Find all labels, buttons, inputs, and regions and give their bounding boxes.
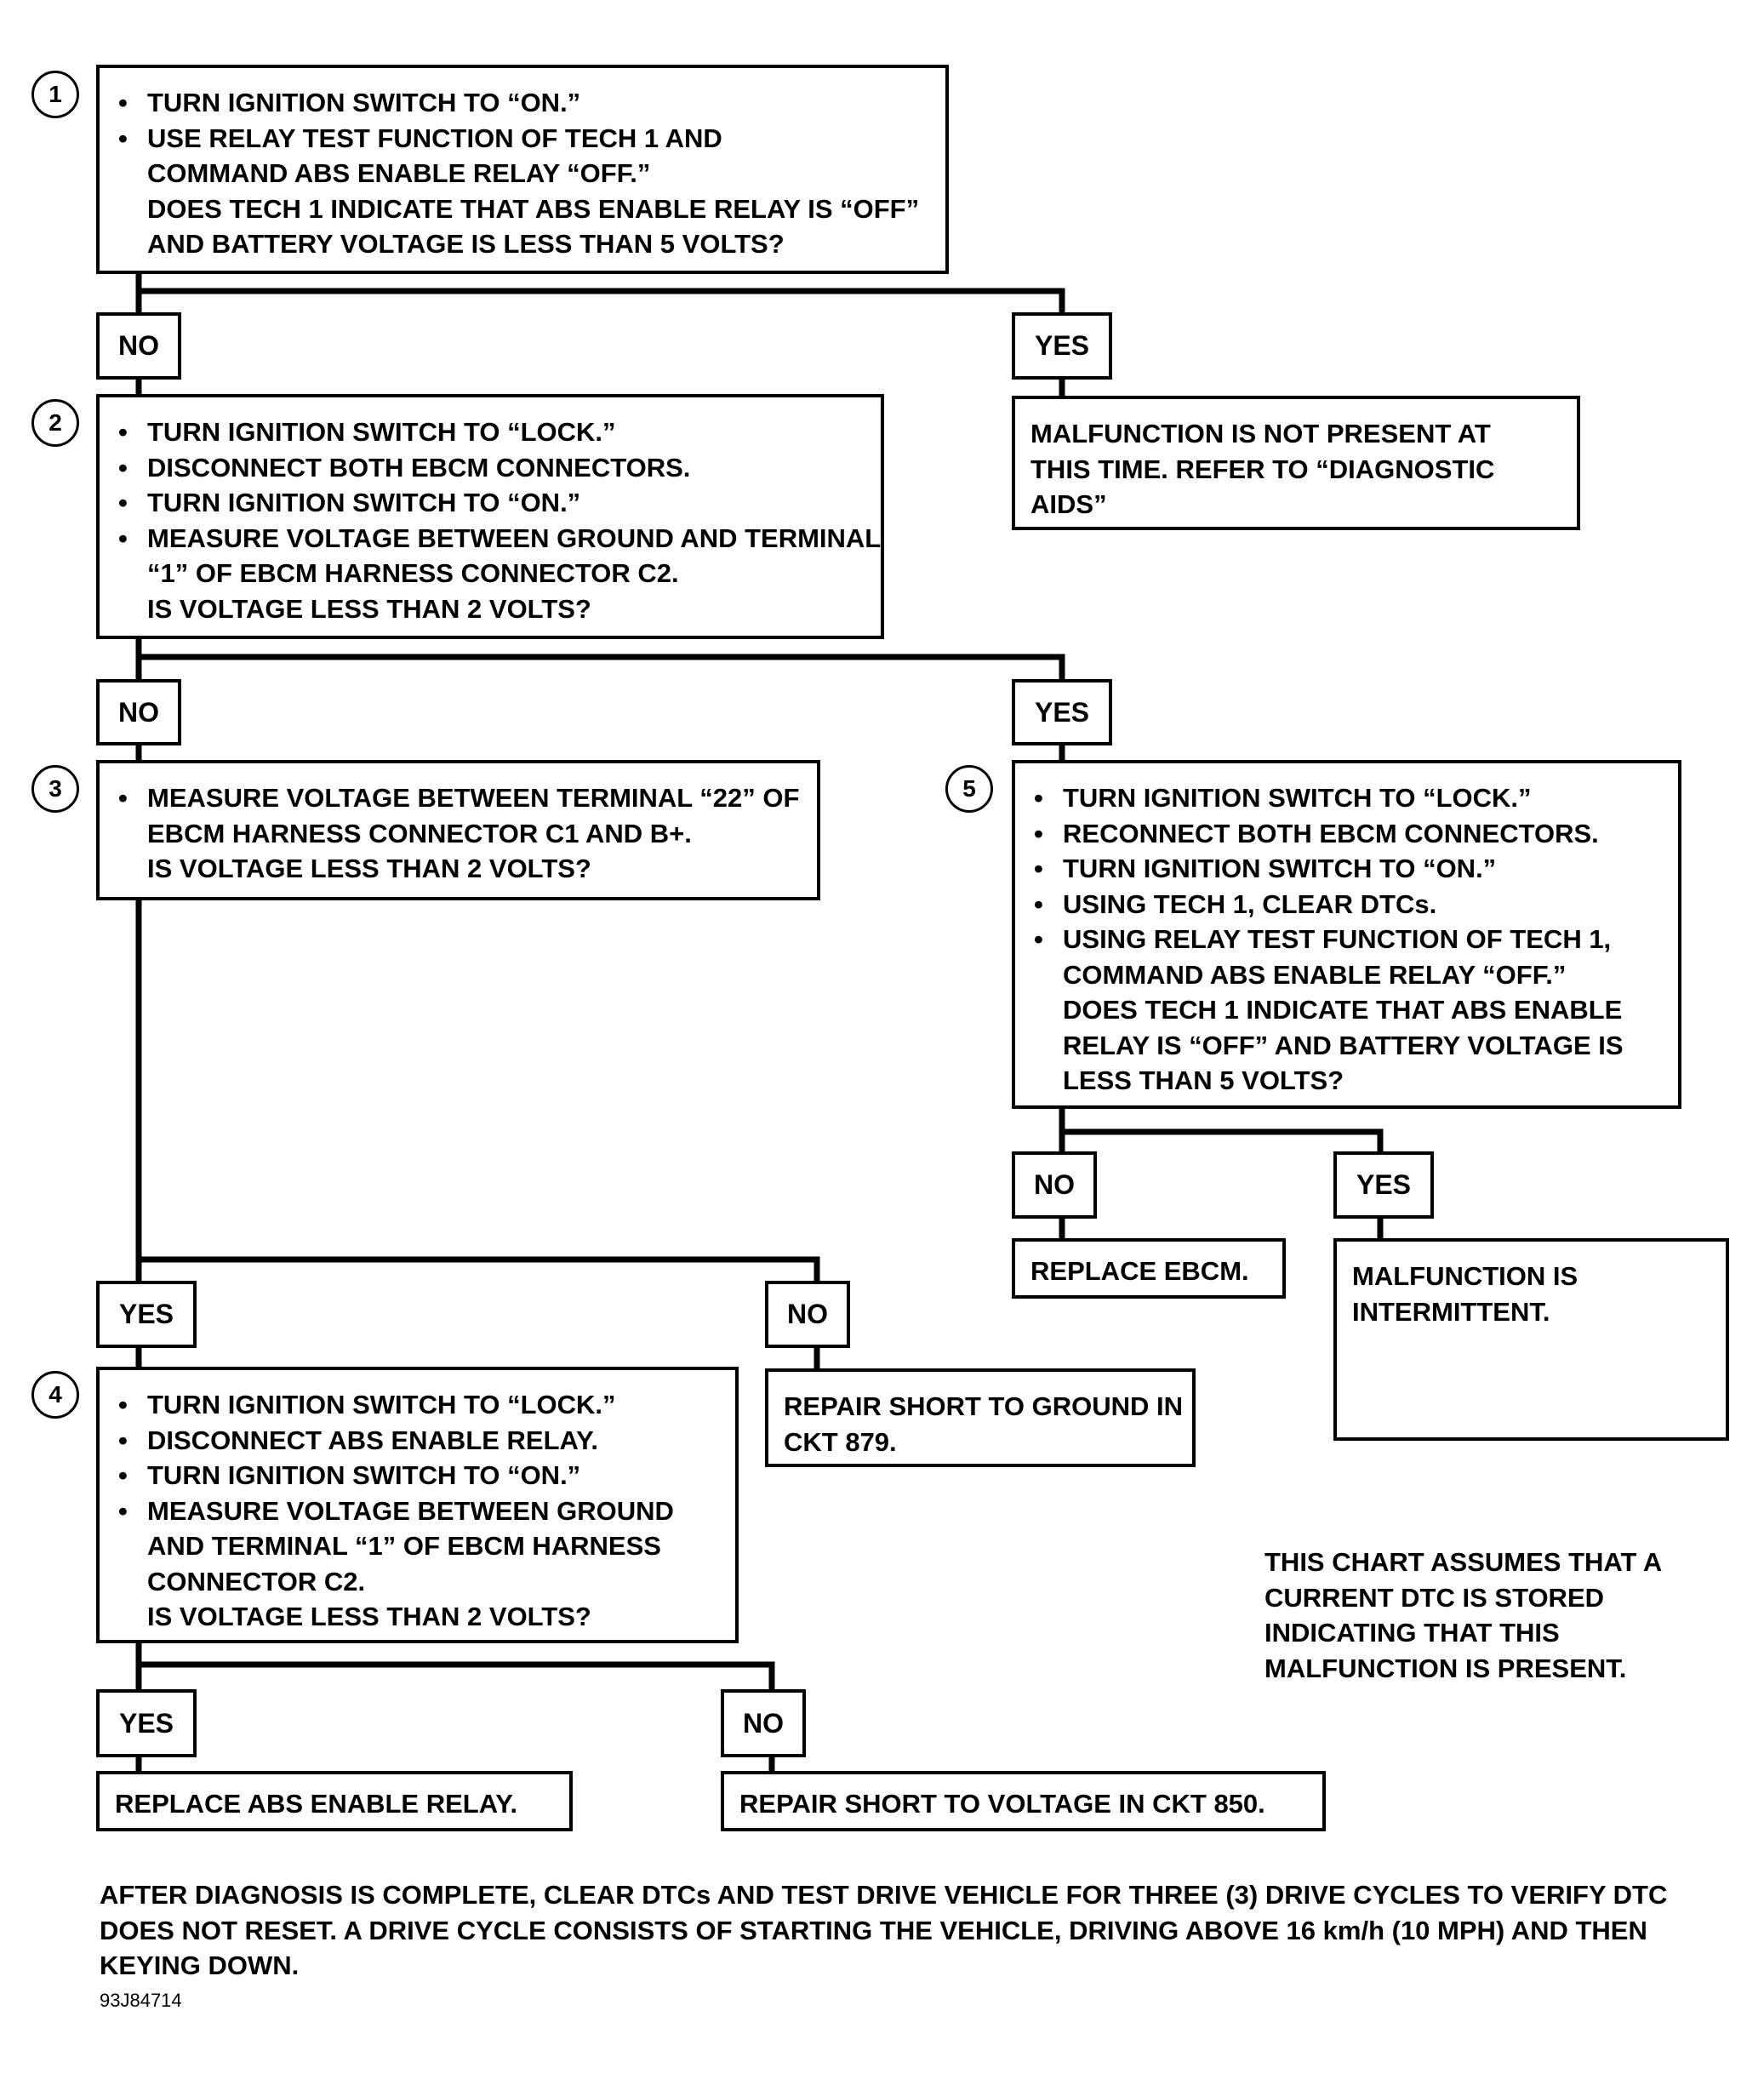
result-replace-relay — [96, 1771, 573, 1831]
branch-label-no: NO — [765, 1281, 850, 1348]
step-5-marker: 5 — [945, 765, 993, 813]
result-text: REPAIR SHORT TO VOLTAGE IN CKT 850. — [739, 1789, 1265, 1819]
step-1-marker: 1 — [31, 71, 79, 118]
branch-label-no: NO — [1012, 1151, 1097, 1219]
step-1-box — [96, 65, 949, 274]
result-text: REPAIR SHORT TO GROUND IN CKT 879. — [784, 1391, 1184, 1457]
step-5-action: • TURN IGNITION SWITCH TO “ON.” — [1032, 851, 1664, 887]
step-2-box — [96, 394, 884, 639]
result-text: REPLACE ABS ENABLE RELAY. — [115, 1789, 518, 1819]
result-replace-ebcm — [1012, 1238, 1286, 1299]
step-3-question: IS VOLTAGE LESS THAN 2 VOLTS? — [147, 854, 591, 883]
step-5-actions — [1015, 763, 1678, 992]
result-intermittent — [1333, 1238, 1729, 1441]
footer-note: AFTER DIAGNOSIS IS COMPLETE, CLEAR DTCs AND TEST DRIVE VEHICLE FOR THREE (3) DRIVE CYCLES TO VERIFY DTC DOES NOT RESET. A DRIVE CYCLE CONSISTS OF STARTING THE VEHICLE, DRIVING ABOVE 16 km/h (10 MPH) AND THEN KEYING DOWN. — [100, 1880, 1668, 1980]
step-2-action: • DISCONNECT BOTH EBCM CONNECTORS. — [117, 450, 867, 486]
branch-label-yes: YES — [1012, 312, 1112, 380]
result-short-to-ground — [765, 1368, 1196, 1467]
step-2-question: IS VOLTAGE LESS THAN 2 VOLTS? — [147, 593, 591, 624]
result-text: REPLACE EBCM. — [1030, 1256, 1249, 1286]
step-2-action: • TURN IGNITION SWITCH TO “ON.” — [117, 485, 867, 521]
result-text: MALFUNCTION IS NOT PRESENT AT THIS TIME. REFER TO “DIAGNOSTIC AIDS” — [1030, 419, 1495, 519]
step-5-action: • RECONNECT BOTH EBCM CONNECTORS. — [1032, 816, 1664, 852]
branch-label-yes: YES — [1012, 679, 1112, 745]
assumption-note: THIS CHART ASSUMES THAT A CURRENT DTC IS STORED INDICATING THAT THIS MALFUNCTION IS PRESENT. — [1264, 1547, 1662, 1683]
branch-label-yes: YES — [1333, 1151, 1434, 1219]
step-1-action: • TURN IGNITION SWITCH TO “ON.” — [117, 85, 932, 121]
step-3-box — [96, 760, 820, 900]
step-5-action: • USING RELAY TEST FUNCTION OF TECH 1, COMMAND ABS ENABLE RELAY “OFF.” — [1032, 922, 1658, 992]
step-2-actions — [100, 397, 881, 591]
step-4-action: • MEASURE VOLTAGE BETWEEN GROUND AND TERMINAL “1” OF EBCM HARNESS CONNECTOR C2. — [117, 1494, 726, 1600]
branch-label-no: NO — [96, 312, 181, 380]
step-4-action: • TURN IGNITION SWITCH TO “ON.” — [117, 1458, 722, 1494]
step-1-actions — [100, 68, 945, 191]
branch-label-no: NO — [721, 1689, 806, 1757]
step-4-box — [96, 1367, 739, 1643]
step-3-marker: 3 — [31, 765, 79, 813]
result-not-present — [1012, 396, 1580, 530]
step-2-action: • TURN IGNITION SWITCH TO “LOCK.” — [117, 414, 867, 450]
step-1-question: DOES TECH 1 INDICATE THAT ABS ENABLE RELAY IS “OFF” AND BATTERY VOLTAGE IS LESS THAN 5 VOLTS? — [147, 193, 920, 259]
step-5-box — [1012, 760, 1681, 1109]
step-2-action: • MEASURE VOLTAGE BETWEEN GROUND AND TERMINAL “1” OF EBCM HARNESS CONNECTOR C2. — [117, 521, 888, 591]
step-2-marker: 2 — [31, 399, 79, 447]
step-4-action: • TURN IGNITION SWITCH TO “LOCK.” — [117, 1387, 722, 1423]
step-3-action: • MEASURE VOLTAGE BETWEEN TERMINAL “22” OF EBCM HARNESS CONNECTOR C1 AND B+. — [117, 780, 811, 851]
step-1-action: • USE RELAY TEST FUNCTION OF TECH 1 AND COMMAND ABS ENABLE RELAY “OFF.” — [117, 121, 811, 191]
step-4-question: IS VOLTAGE LESS THAN 2 VOLTS? — [147, 1602, 591, 1631]
result-text: MALFUNCTION IS INTERMITTENT. — [1352, 1261, 1578, 1327]
step-4-action: • DISCONNECT ABS ENABLE RELAY. — [117, 1423, 722, 1459]
branch-label-yes: YES — [96, 1281, 197, 1348]
step-4-actions — [100, 1370, 735, 1599]
step-3-actions — [100, 763, 817, 851]
figure-id: 93J84714 — [100, 1990, 182, 2011]
step-5-question: DOES TECH 1 INDICATE THAT ABS ENABLE RELAY IS “OFF” AND BATTERY VOLTAGE IS LESS THAN 5 VOLTS? — [1063, 995, 1624, 1095]
result-short-to-voltage — [721, 1771, 1326, 1831]
step-4-marker: 4 — [31, 1371, 79, 1419]
step-5-action: • TURN IGNITION SWITCH TO “LOCK.” — [1032, 780, 1664, 816]
step-5-action: • USING TECH 1, CLEAR DTCs. — [1032, 887, 1664, 922]
branch-label-no: NO — [96, 679, 181, 745]
branch-label-yes: YES — [96, 1689, 197, 1757]
